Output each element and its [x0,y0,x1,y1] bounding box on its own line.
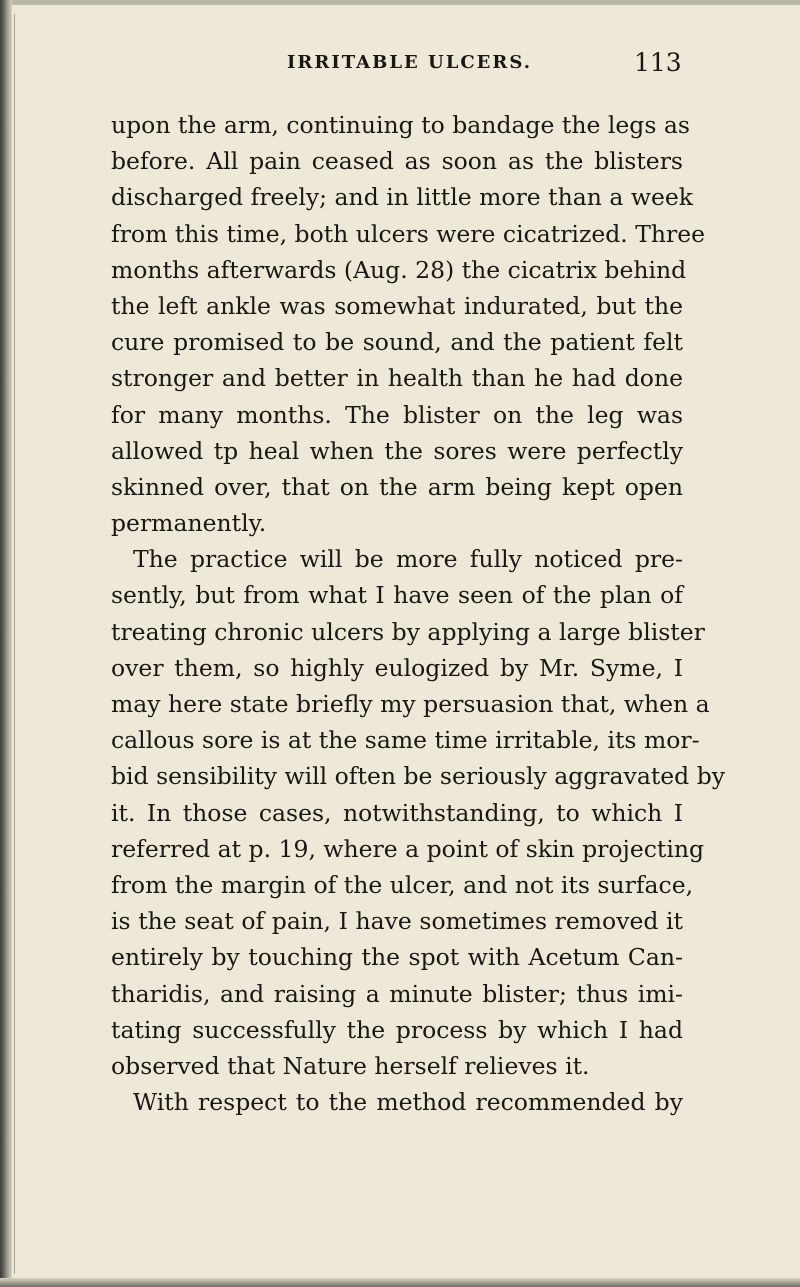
text-line: stronger and better in health than he had done [111,364,683,393]
text-line: months afterwards (Aug. 28) the cicatrix behind [111,255,687,284]
text-line: skinned over, that on the arm being kept open [111,472,683,501]
body-text [111,107,726,1120]
text-line: callous sore is at the same time irritable, its mor- [111,726,700,755]
running-head: IRRITABLE ULCERS. [287,52,532,73]
text-line: observed that Nature herself relieves it. [111,1051,590,1080]
text-line: treating chronic ulcers by applying a large blister [111,617,705,646]
text-line: may here state briefly my persuasion that, when a [111,690,710,718]
text-line: upon the arm, continuing to bandage the legs as [111,111,690,139]
text-line: cure promised to be sound, and the patient felt [111,328,683,357]
bottom-edge [0,1278,800,1287]
text-line: discharged freely; and in little more than a week [111,183,694,212]
text-line: sently, but from what I have seen of the plan of [111,581,683,610]
text-line: is the seat of pain, I have sometimes removed it [111,907,683,936]
text-line: entirely by touching the spot with Acetum Can- [111,943,683,972]
text-line: from the margin of the ulcer, and not its surface, [111,870,694,899]
text-line: it. In those cases, notwithstanding, to which I [111,798,683,827]
text-line: before. All pain ceased as soon as the blisters [111,147,683,176]
page-margin-line [14,14,15,1274]
text-line: permanently. [111,509,267,538]
text-line: tating successfully the process by which I had [111,1015,683,1044]
text-line: for many months. The blister on the leg was [111,400,683,429]
text-line: over them, so highly eulogized by Mr. Syme, I [111,653,683,682]
text-line: from this time, both ulcers were cicatrized. Three [111,219,706,248]
text-line: The practice will be more fully noticed pre- [133,545,683,574]
text-line: the left ankle was somewhat indurated, but the [111,291,683,320]
text-line: bid sensibility will often be seriously aggravated by [111,762,726,791]
page-number: 113 [634,48,682,77]
top-edge [0,0,800,5]
text-line: referred at p. 19, where a point of skin projecting [111,834,705,863]
binding-edge [0,0,12,1287]
text-line: With respect to the method recommended by [133,1088,683,1117]
text-line: tharidis, and raising a minute blister; thus imi- [111,979,683,1008]
text-line: allowed tp heal when the sores were perfectly [111,436,683,465]
